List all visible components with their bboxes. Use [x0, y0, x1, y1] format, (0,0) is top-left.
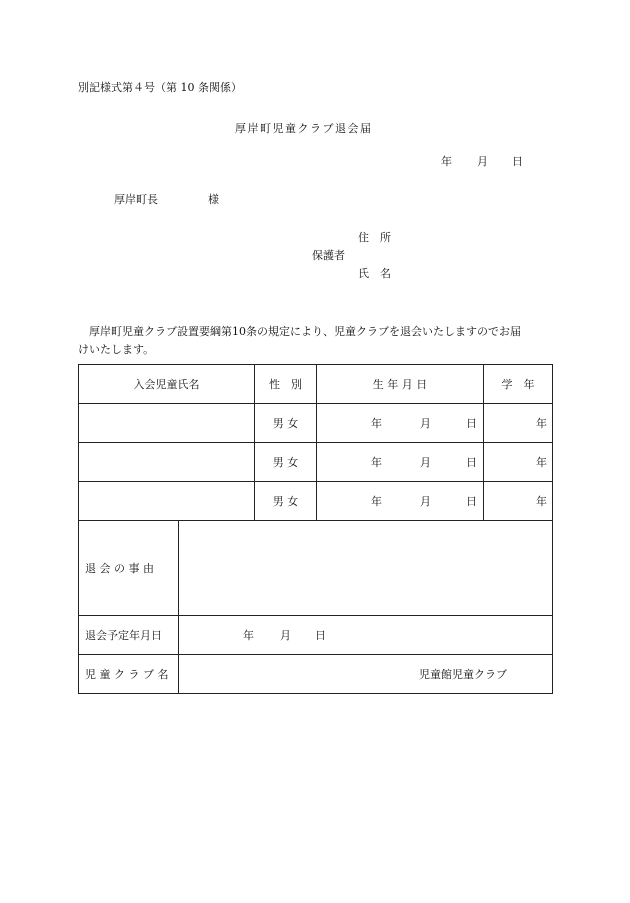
grade-field[interactable]: 年 [484, 482, 553, 521]
birth-year-label: 年 [371, 417, 382, 430]
table-row [79, 404, 553, 443]
header-grade: 学 年 [484, 365, 553, 404]
header-child-name: 入会児童氏名 [79, 365, 255, 404]
body-text-line1: 厚岸町児童クラブ設置要綱第10条の規定により、児童クラブを退会いたしますのでお届 [89, 325, 521, 338]
planned-date-field[interactable] [179, 616, 553, 655]
grade-field[interactable]: 年 [484, 443, 553, 482]
withdrawal-table [78, 364, 553, 694]
grade-field[interactable]: 年 [484, 404, 553, 443]
birth-day-label: 日 [466, 456, 477, 469]
form-reference: 別記様式第４号（第 10 条関係） [78, 81, 242, 94]
body-text-line2: けいたします。 [78, 343, 155, 356]
reason-field[interactable] [179, 521, 553, 616]
guardian-address-label: 住 所 [358, 231, 391, 244]
club-name-row [79, 655, 553, 694]
header-birthdate: 生 年 月 日 [317, 365, 484, 404]
club-name-suffix: 児童館児童クラブ [419, 668, 507, 681]
table-row [79, 443, 553, 482]
planned-year-label: 年 [243, 629, 254, 642]
header-gender: 性 別 [255, 365, 317, 404]
reason-label: 退 会 の 事 由 [79, 521, 179, 616]
birth-day-label: 日 [466, 417, 477, 430]
birth-day-label: 日 [466, 495, 477, 508]
child-name-field[interactable] [79, 404, 255, 443]
planned-date-label: 退会予定年月日 [79, 616, 179, 655]
birth-month-label: 月 [420, 417, 431, 430]
child-name-field[interactable] [79, 443, 255, 482]
birth-year-label: 年 [371, 495, 382, 508]
birth-year-label: 年 [371, 456, 382, 469]
guardian-label: 保護者 [312, 249, 345, 262]
addressee-honorific: 様 [208, 193, 219, 206]
table-header-row [79, 365, 553, 404]
birth-month-label: 月 [420, 495, 431, 508]
birthdate-field[interactable] [317, 404, 484, 443]
date-year-label: 年 [441, 155, 452, 168]
gender-options[interactable]: 男 女 [255, 482, 317, 521]
planned-date-row [79, 616, 553, 655]
page-title: 厚岸町児童クラブ退会届 [235, 122, 373, 135]
gender-options[interactable]: 男 女 [255, 443, 317, 482]
table-row [79, 482, 553, 521]
birthdate-field[interactable] [317, 482, 484, 521]
gender-options[interactable]: 男 女 [255, 404, 317, 443]
birth-month-label: 月 [420, 456, 431, 469]
planned-month-label: 月 [280, 629, 291, 642]
club-name-label: 児 童 ク ラ ブ 名 [79, 655, 179, 694]
planned-day-label: 日 [315, 629, 326, 642]
birthdate-field[interactable] [317, 443, 484, 482]
guardian-name-label: 氏 名 [358, 267, 391, 280]
club-name-field[interactable] [179, 655, 553, 694]
date-month-label: 月 [477, 155, 488, 168]
child-name-field[interactable] [79, 482, 255, 521]
reason-row [79, 521, 553, 616]
addressee-name: 厚岸町長 [114, 193, 158, 206]
date-day-label: 日 [512, 155, 523, 168]
